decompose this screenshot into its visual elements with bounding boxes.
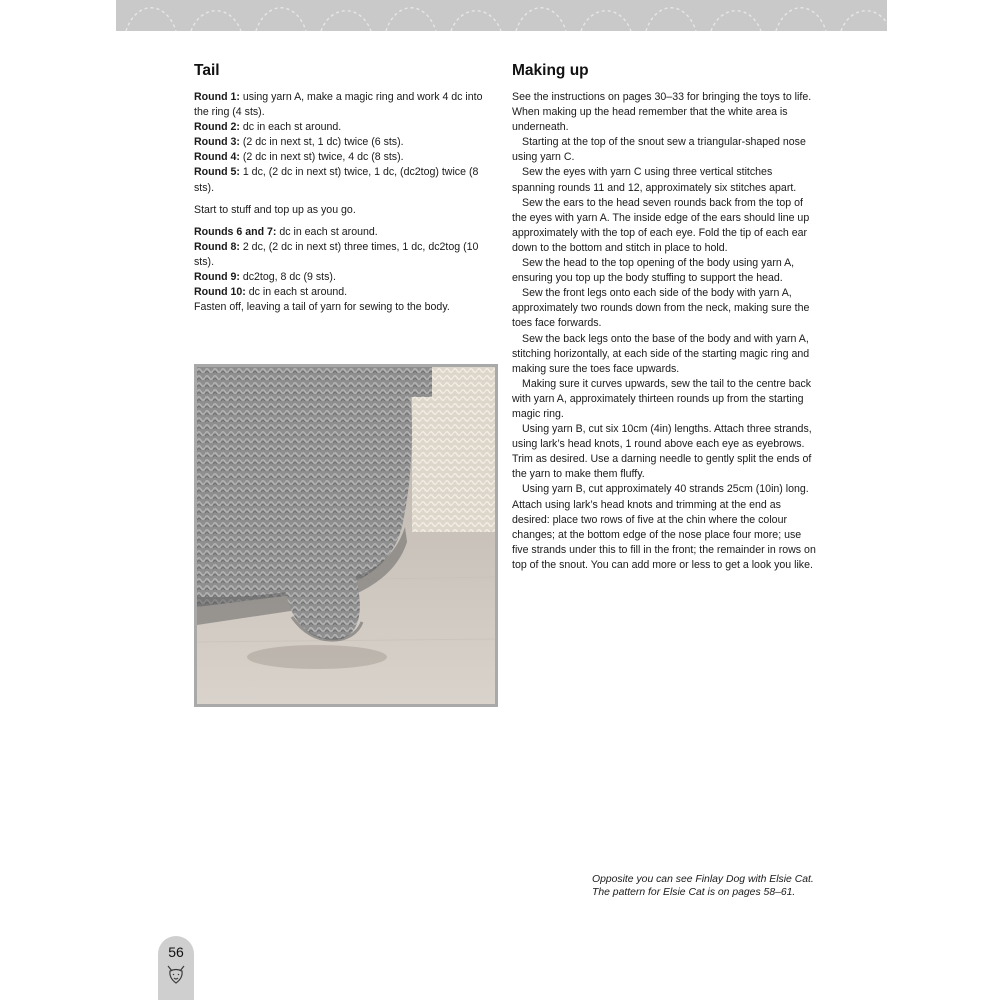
- tail-heading: Tail: [194, 62, 220, 79]
- making-up-intro: See the instructions on pages 30–33 for bringing the toys to life. When making up the head remember that the white area is underneath.: [512, 91, 812, 134]
- tail-round-10: Round 10: dc in each st around.: [194, 286, 348, 299]
- caption-line-2: The pattern for Elsie Cat is on pages 58–61.: [592, 887, 796, 899]
- animal-head-logo-icon: [164, 962, 188, 986]
- decorative-header-band: [116, 0, 887, 31]
- page-number-tab: [158, 936, 194, 1000]
- fasten-off-note: Fasten off, leaving a tail of yarn for sewing to the body.: [194, 301, 450, 314]
- tail-round-2: Round 2: dc in each st around.: [194, 121, 342, 134]
- making-up-step: Sew the eyes with yarn C using three vertical stitches spanning rounds 11 and 12, approximately six stitches apart.: [512, 166, 797, 194]
- making-up-step: Making sure it curves upwards, sew the tail to the centre back with yarn A, approximately thirteen rounds up from the starting magic ring.: [512, 377, 812, 420]
- tail-round-5: Round 5: 1 dc, (2 dc in next st) twice, 1 dc, (dc2tog) twice (8 sts).: [194, 166, 479, 194]
- tail-rounds-6-7: Rounds 6 and 7: dc in each st around.: [194, 225, 378, 238]
- making-up-step: Using yarn B, cut six 10cm (4in) lengths. Attach three strands, using lark’s head knots, 1 round above each eye as eyebrows. Trim as desired. Use a darning needle to gently split the ends of the yarn to make them fluffy.: [512, 423, 812, 481]
- making-up-heading: Making up: [512, 62, 589, 79]
- caption-line-1: Opposite you can see Finlay Dog with Elsie Cat.: [592, 874, 814, 885]
- making-up-step: Sew the back legs onto the base of the body and with yarn A, stitching horizontally, at each side of the starting magic ring and making sure the toes face upwards.: [512, 332, 810, 375]
- crochet-dog-tail-photo: [194, 364, 498, 707]
- photo-caption: [592, 873, 832, 899]
- tail-round-4: Round 4: (2 dc in next st) twice, 4 dc (8 sts).: [194, 151, 404, 164]
- making-up-step: Sew the front legs onto each side of the body with yarn A, approximately two rounds down from the neck, making sure the toes face forwards.: [512, 287, 810, 330]
- stuff-note: Start to stuff and top up as you go.: [194, 203, 356, 216]
- making-up-section: [512, 62, 817, 573]
- page-number: 56: [168, 944, 184, 960]
- tail-round-3: Round 3: (2 dc in next st, 1 dc) twice (6 sts).: [194, 136, 404, 149]
- tail-section: [194, 62, 494, 315]
- tail-round-8: Round 8: 2 dc, (2 dc in next st) three times, 1 dc, dc2tog (10 sts).: [194, 240, 479, 268]
- making-up-step: Using yarn B, cut approximately 40 strands 25cm (10in) long. Attach using lark’s head knots and trimming at the end as desired: place two rows of five at the chin where the colour changes; at the bottom edge of the nose place four more; use five strands under this to fill in the front; the remainder in rows on top of the snout. You can add more or less to get a look you like.: [512, 483, 816, 571]
- tail-round-1: Round 1: using yarn A, make a magic ring and work 4 dc into the ring (4 sts).: [194, 91, 483, 119]
- tail-round-9: Round 9: dc2tog, 8 dc (9 sts).: [194, 271, 336, 284]
- making-up-step: Starting at the top of the snout sew a triangular-shaped nose using yarn C.: [512, 136, 806, 164]
- making-up-step: Sew the ears to the head seven rounds back from the top of the eyes with yarn A. The inside edge of the ears should line up approximately with the top of each eye. Fold the tip of each ear down to the bottom and stitch in place to hold.: [512, 196, 810, 254]
- making-up-step: Sew the head to the top opening of the body using yarn A, ensuring you top up the body stuffing to support the head.: [512, 257, 795, 285]
